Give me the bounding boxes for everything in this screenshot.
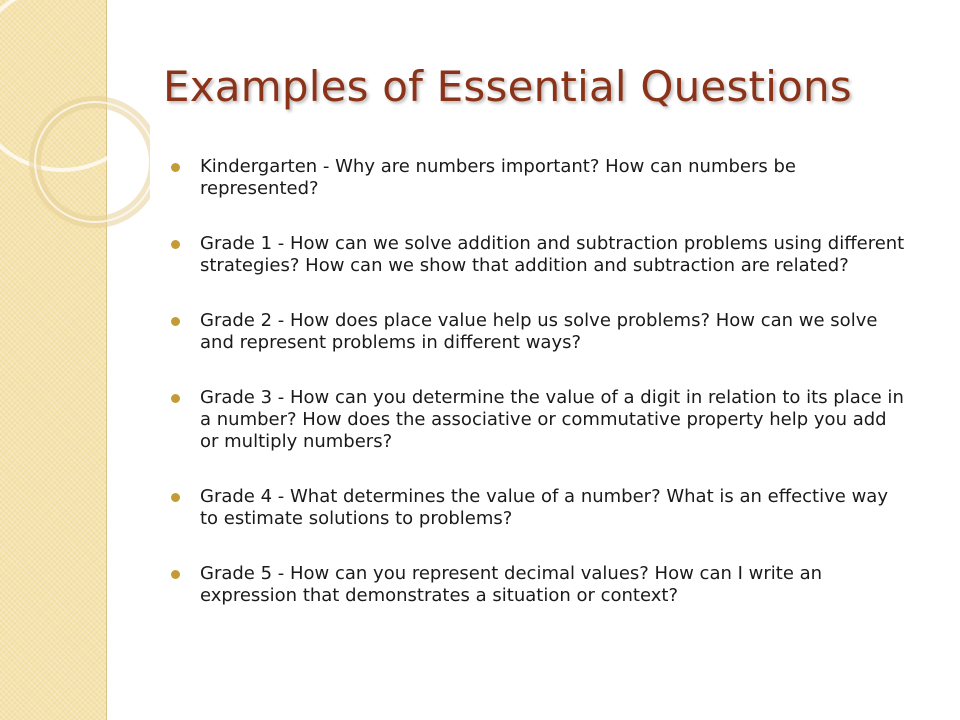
bullet-icon [171,163,180,172]
bullet-grade-3 [163,387,908,453]
bullet-text: Grade 5 - How can you represent decimal values? How can I write an expression that demonstrates a situation or context? [200,563,823,606]
bullet-grade-2 [163,310,908,354]
bullet-icon [171,240,180,249]
bullet-kindergarten [163,156,908,200]
bullet-grade-5 [163,563,908,607]
bullet-text: Grade 2 - How does place value help us solve problems? How can we solve and represent problems in different ways? [200,310,878,353]
decorative-rings [0,0,150,720]
bullet-text: Grade 3 - How can you determine the value of a digit in relation to its place in a number? How does the associative or commutative property help you add or multiply numbers? [200,387,904,452]
bullet-grade-1 [163,233,908,277]
bullet-grade-4 [163,486,908,530]
bullet-text: Grade 4 - What determines the value of a number? What is an effective way to estimate solutions to problems? [200,486,888,529]
bullet-icon [171,317,180,326]
bullet-icon [171,493,180,502]
bullet-icon [171,394,180,403]
essential-questions-list [163,156,908,640]
bullet-text: Grade 1 - How can we solve addition and subtraction problems using different strategies? How can we show that addition and subtraction are related? [200,233,905,276]
slide-title: Examples of Essential Questions [163,62,852,111]
bullet-text: Kindergarten - Why are numbers important? How can numbers be represented? [200,156,796,199]
bullet-icon [171,570,180,579]
